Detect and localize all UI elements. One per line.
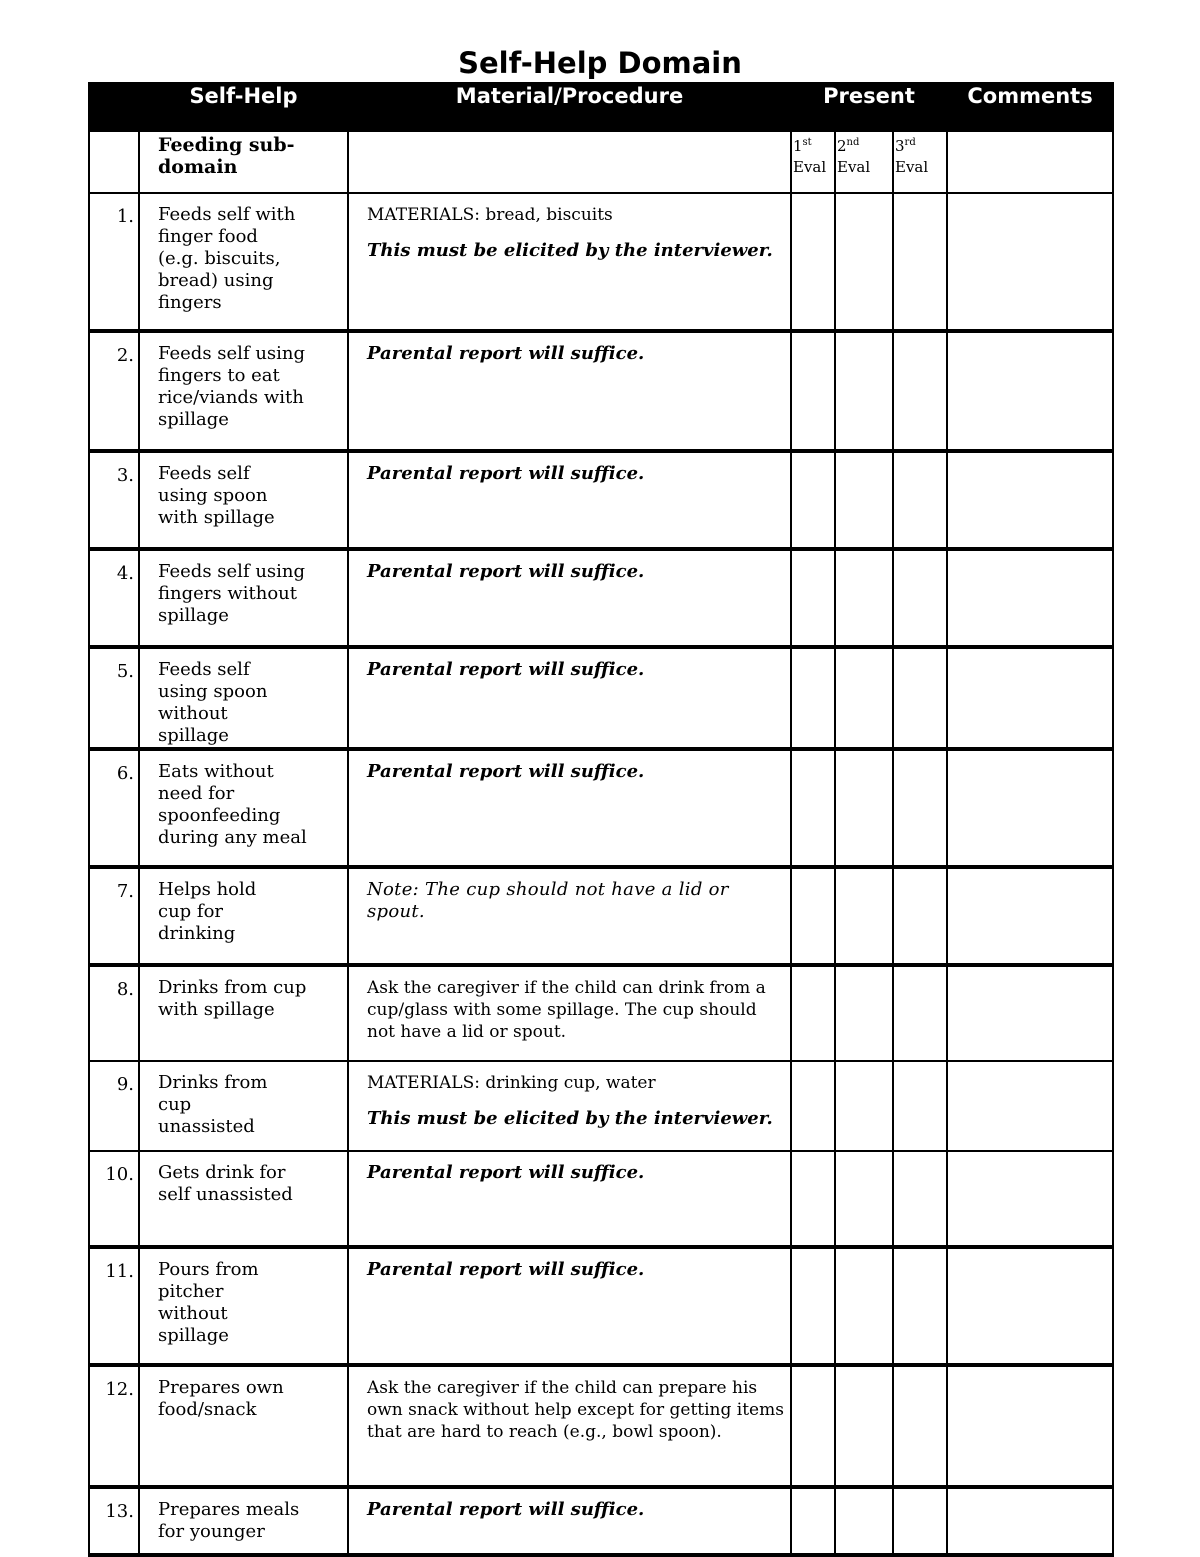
eval-3-cell[interactable]	[893, 965, 947, 1061]
skill-text: Feeds self using spoon with spillage	[139, 451, 348, 549]
eval-1-cell[interactable]	[791, 867, 835, 965]
procedure-text: Parental report will suffice.	[367, 1259, 645, 1280]
skill-text: Prepares meals for younger	[139, 1487, 348, 1555]
subdomain-title: Feeding sub-domain	[158, 134, 295, 178]
procedure-text: Parental report will suffice.	[367, 659, 645, 680]
materials-text: MATERIALS: bread, biscuits	[367, 205, 613, 225]
table-row	[89, 1247, 1113, 1365]
skill-text: Gets drink for self unassisted	[139, 1151, 348, 1247]
comments-cell[interactable]	[947, 749, 1113, 867]
procedure-cell	[348, 1061, 791, 1151]
eval-1-cell[interactable]	[791, 647, 835, 749]
materials-text: MATERIALS: drinking cup, water	[367, 1073, 656, 1093]
comments-cell[interactable]	[947, 1151, 1113, 1247]
skill-text: Feeds self using fingers without spillage	[139, 549, 348, 647]
table-header	[89, 83, 1113, 131]
comments-cell[interactable]	[947, 1487, 1113, 1555]
eval-1-cell[interactable]	[791, 331, 835, 451]
skill-text: Feeds self using fingers to eat rice/viands with spillage	[139, 331, 348, 451]
comments-cell[interactable]	[947, 647, 1113, 749]
table-row	[89, 1061, 1113, 1151]
eval-3-cell[interactable]	[893, 1151, 947, 1247]
header-number	[89, 83, 139, 131]
table-row	[89, 451, 1113, 549]
procedure-cell	[348, 1151, 791, 1247]
eval-3-cell[interactable]	[893, 549, 947, 647]
table-row	[89, 331, 1113, 451]
eval-2-cell[interactable]	[835, 1247, 893, 1365]
page-title: Self-Help Domain	[458, 46, 742, 80]
procedure-cell	[348, 647, 791, 749]
eval-2-cell[interactable]	[835, 1151, 893, 1247]
eval-2-cell[interactable]	[835, 749, 893, 867]
skill-text: Drinks from cup with spillage	[139, 965, 348, 1061]
procedure-text: Parental report will suffice.	[367, 761, 645, 782]
table-row	[89, 867, 1113, 965]
table-row	[89, 965, 1113, 1061]
eval-3-header: 3rd Eval	[895, 137, 929, 176]
header-comments: Comments	[947, 83, 1113, 131]
procedure-text: Ask the caregiver if the child can prepare his own snack without help except for getting items that are hard to reach (e.g., bowl spoon).	[367, 1378, 784, 1442]
eval-1-cell[interactable]	[791, 549, 835, 647]
item-number: 2.	[89, 331, 139, 451]
comments-cell[interactable]	[947, 193, 1113, 331]
comments-cell[interactable]	[947, 1365, 1113, 1487]
item-number: 5.	[89, 647, 139, 749]
header-material-procedure: Material/Procedure	[348, 83, 791, 131]
item-number: 3.	[89, 451, 139, 549]
eval-2-cell[interactable]	[835, 867, 893, 965]
eval-2-cell[interactable]	[835, 1365, 893, 1487]
eval-2-cell[interactable]	[835, 965, 893, 1061]
eval-2-cell[interactable]	[835, 549, 893, 647]
skill-text: Feeds self with finger food (e.g. biscuits, bread) using fingers	[139, 193, 348, 331]
comments-cell[interactable]	[947, 867, 1113, 965]
eval-1-cell[interactable]	[791, 451, 835, 549]
eval-3-cell[interactable]	[893, 647, 947, 749]
eval-2-cell[interactable]	[835, 1487, 893, 1555]
eval-2-cell[interactable]	[835, 1061, 893, 1151]
eval-3-cell[interactable]	[893, 193, 947, 331]
eval-2-cell[interactable]	[835, 193, 893, 331]
table-row	[89, 647, 1113, 749]
procedure-cell	[348, 965, 791, 1061]
comments-cell[interactable]	[947, 1061, 1113, 1151]
item-number: 11.	[89, 1247, 139, 1365]
procedure-cell	[348, 1365, 791, 1487]
eval-3-cell[interactable]	[893, 1061, 947, 1151]
table-row	[89, 749, 1113, 867]
eval-3-cell[interactable]	[893, 1487, 947, 1555]
eval-2-cell[interactable]	[835, 451, 893, 549]
procedure-cell	[348, 193, 791, 331]
item-number: 13.	[89, 1487, 139, 1555]
procedure-text: Parental report will suffice.	[367, 561, 645, 582]
procedure-cell	[348, 1247, 791, 1365]
eval-1-cell[interactable]	[791, 1365, 835, 1487]
skill-text: Helps hold cup for drinking	[139, 867, 348, 965]
comments-cell[interactable]	[947, 451, 1113, 549]
header-present: Present	[791, 83, 947, 131]
procedure-cell	[348, 331, 791, 451]
eval-3-cell[interactable]	[893, 867, 947, 965]
procedure-text: This must be elicited by the interviewer.	[367, 240, 773, 261]
comments-cell[interactable]	[947, 1247, 1113, 1365]
skill-text: Pours from pitcher without spillage	[139, 1247, 348, 1365]
eval-3-cell[interactable]	[893, 451, 947, 549]
eval-2-header: 2nd Eval	[837, 137, 871, 176]
eval-1-header: 1st Eval	[793, 137, 827, 176]
procedure-text: Parental report will suffice.	[367, 1499, 645, 1520]
item-number: 12.	[89, 1365, 139, 1487]
procedure-text: Parental report will suffice.	[367, 343, 645, 364]
table-row	[89, 1365, 1113, 1487]
item-number: 4.	[89, 549, 139, 647]
table-row	[89, 193, 1113, 331]
procedure-text: Parental report will suffice.	[367, 1162, 645, 1183]
comments-cell[interactable]	[947, 965, 1113, 1061]
skill-text: Drinks from cup unassisted	[139, 1061, 348, 1151]
procedure-text: Ask the caregiver if the child can drink from a cup/glass with some spillage. The cup should not have a lid or spout.	[367, 978, 766, 1042]
eval-1-cell[interactable]	[791, 1061, 835, 1151]
header-self-help: Self-Help	[139, 83, 348, 131]
table-row	[89, 549, 1113, 647]
eval-1-cell[interactable]	[791, 193, 835, 331]
subdomain-row	[89, 131, 1113, 193]
eval-1-cell[interactable]	[791, 965, 835, 1061]
procedure-cell	[348, 1487, 791, 1555]
item-number: 10.	[89, 1151, 139, 1247]
procedure-text: Note: The cup should not have a lid or spout.	[367, 879, 729, 922]
eval-1-cell[interactable]	[791, 1151, 835, 1247]
eval-2-cell[interactable]	[835, 331, 893, 451]
eval-3-cell[interactable]	[893, 1365, 947, 1487]
assessment-table	[88, 82, 1114, 1557]
item-number: 9.	[89, 1061, 139, 1151]
item-number: 1.	[89, 193, 139, 331]
eval-1-cell[interactable]	[791, 749, 835, 867]
procedure-cell	[348, 867, 791, 965]
eval-1-cell[interactable]	[791, 1487, 835, 1555]
comments-cell[interactable]	[947, 549, 1113, 647]
procedure-text: This must be elicited by the interviewer.	[367, 1108, 773, 1129]
procedure-cell	[348, 451, 791, 549]
procedure-cell	[348, 749, 791, 867]
item-number: 6.	[89, 749, 139, 867]
skill-text: Prepares own food/snack	[139, 1365, 348, 1487]
eval-3-cell[interactable]	[893, 1247, 947, 1365]
table-row	[89, 1487, 1113, 1555]
comments-cell[interactable]	[947, 331, 1113, 451]
skill-text: Eats without need for spoonfeeding during any meal	[139, 749, 348, 867]
skill-text: Feeds self using spoon without spillage	[139, 647, 348, 749]
procedure-text: Parental report will suffice.	[367, 463, 645, 484]
eval-3-cell[interactable]	[893, 331, 947, 451]
eval-3-cell[interactable]	[893, 749, 947, 867]
procedure-cell	[348, 549, 791, 647]
item-number: 8.	[89, 965, 139, 1061]
eval-2-cell[interactable]	[835, 647, 893, 749]
item-number: 7.	[89, 867, 139, 965]
eval-1-cell[interactable]	[791, 1247, 835, 1365]
table-row	[89, 1151, 1113, 1247]
